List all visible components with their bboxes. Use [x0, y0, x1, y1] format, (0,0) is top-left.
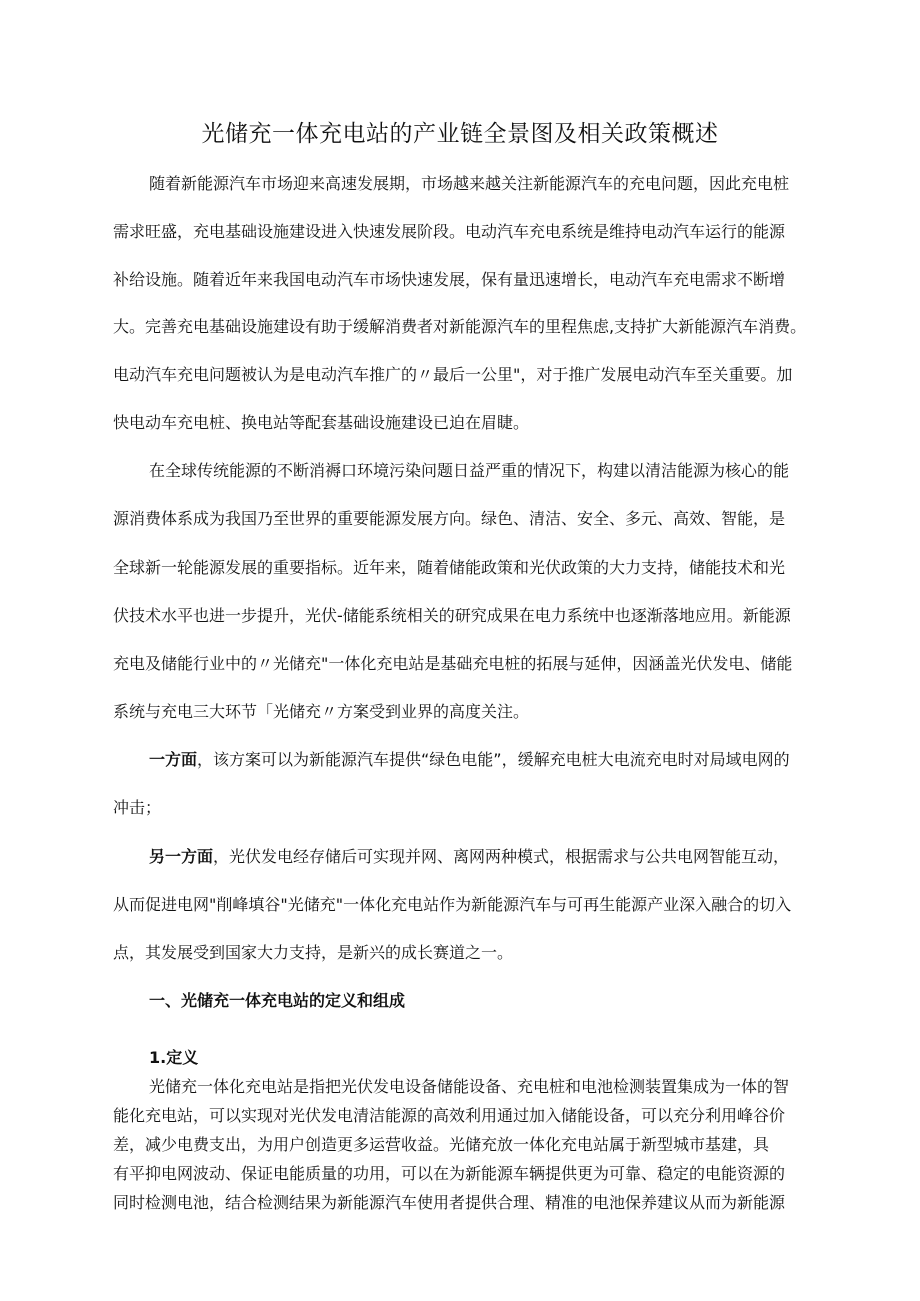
paragraph-1-line-5: 电动汽车充电问题被认为是电动汽车推广的〃最后一公里"，对于推广发展电动汽车至关重要。加 — [113, 365, 793, 384]
paragraph-3-lead: 一方面 — [149, 750, 198, 769]
paragraph-5-line-4: 有平抑电网波动、保证电能质量的功用，可以在为新能源车辆提供更为可靠、稳定的电能资源的 — [113, 1164, 786, 1183]
paragraph-4-line-2: 从而促进电网"削峰填谷"光储充"一体化充电站作为新能源汽车与可再生能源产业深入融合的切入 — [113, 895, 792, 914]
paragraph-2-line-6: 系统与充电三大环节「光储充〃方案受到业界的高度关注。 — [113, 702, 530, 721]
paragraph-3-line-2: 冲击； — [113, 798, 162, 817]
section-heading-1: 一、光储充一体充电站的定义和组成 — [149, 991, 406, 1010]
paragraph-2-line-5: 充电及储能行业中的〃光储充"一体化充电站是基础充电桩的拓展与延伸，因涵盖光伏发电、储能 — [113, 654, 793, 673]
paragraph-4-line-3: 点，其发展受到国家大力支持，是新兴的成长赛道之一。 — [113, 943, 514, 962]
paragraph-2-line-2: 源消费体系成为我国乃至世界的重要能源发展方向。绿色、清洁、安全、多元、高效、智能，是 — [113, 509, 786, 528]
paragraph-5-line-2: 能化充电站，可以实现对光伏发电清洁能源的高效利用通过加入储能设备，可以充分利用峰谷价 — [113, 1106, 786, 1125]
paragraph-5-line-3: 差，减少电费支出，为用户创造更多运营收益。光储充放一体化充电站属于新型城市基建，具 — [113, 1135, 770, 1154]
paragraph-1-line-4: 大。完善充电基础设施建设有助于缓解消费者对新能源汽车的里程焦虑,支持扩大新能源汽车消费。 — [113, 317, 807, 336]
paragraph-4-line-1 — [113, 844, 835, 870]
paragraph-3-line-1 — [113, 747, 835, 773]
paragraph-1-line-1: 随着新能源汽车市场迎来高速发展期，市场越来越关注新能源汽车的充电问题，因此充电桩 — [149, 174, 790, 193]
paragraph-5-line-1: 光储充一体化充电站是指把光伏发电设备储能设备、充电桩和电池检测装置集成为一体的智 — [149, 1077, 790, 1096]
paragraph-5-line-5: 同时检测电池，结合检测结果为新能源汽车使用者提供合理、精准的电池保养建议从而为新能源 — [113, 1193, 786, 1212]
paragraph-2-line-3: 全球新一轮能源发展的重要指标。近年来，随着储能政策和光伏政策的大力支持，储能技术和光 — [113, 558, 786, 577]
paragraph-1-line-2: 需求旺盛，充电基础设施建设进入快速发展阶段。电动汽车充电系统是维持电动汽车运行的能源 — [113, 222, 786, 241]
paragraph-1-line-3: 补给设施。随着近年来我国电动汽车市场快速发展，保有量迅速增长，电动汽车充电需求不断增 — [113, 270, 786, 289]
subsection-heading-1: 1.定义 — [149, 1048, 199, 1067]
paragraph-2-line-4: 伏技术水平也进一步提升，光伏-储能系统相关的研究成果在电力系统中也逐渐落地应用。新能源 — [113, 606, 791, 625]
paragraph-2-line-1: 在全球传统能源的不断消褥口环境污染问题日益严重的情况下，构建以清洁能源为核心的能 — [149, 461, 790, 480]
paragraph-4-text: ，光伏发电经存储后可实现并网、离网两种模式，根据需求与公共电网智能互动， — [213, 847, 790, 866]
document-title: 光储充一体充电站的产业链全景图及相关政策概述 — [201, 121, 719, 147]
paragraph-1-line-6: 快电动车充电桩、换电站等配套基础设施建设已迫在眉睫。 — [113, 413, 530, 432]
paragraph-4-lead: 另一方面 — [149, 847, 214, 866]
paragraph-3-text: ，该方案可以为新能源汽车提供“绿色电能”，缓解充电桩大电流充电时对局域电网的 — [197, 750, 790, 769]
